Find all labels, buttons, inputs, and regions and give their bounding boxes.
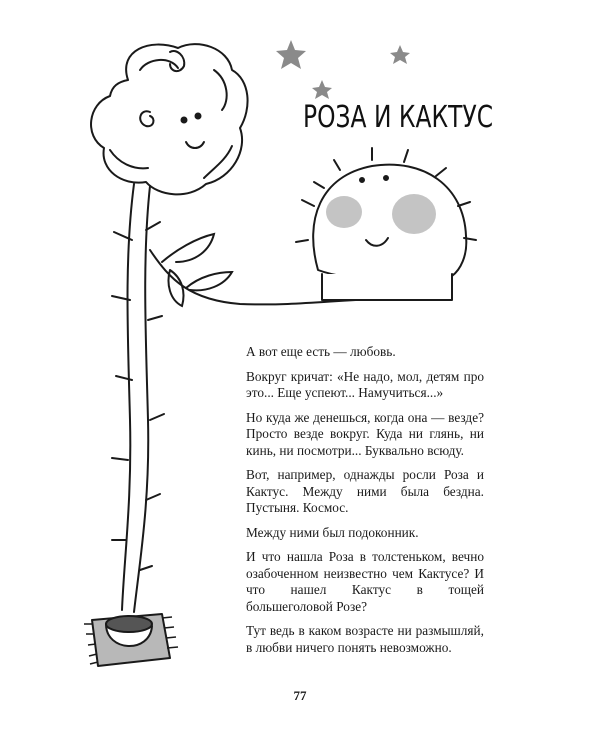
cactus bbox=[296, 148, 476, 300]
paragraph: И что нашла Роза в толстеньком, вечно озабоченном неизвестно чем Кактусе? И что нашел Кактус в тощей большеголовой Розе? bbox=[246, 549, 484, 614]
paragraph: Вокруг кричат: «Не надо, мол, детям про это... Еще успеют... Намучиться...» bbox=[246, 368, 484, 400]
rose-head bbox=[91, 44, 248, 194]
star-icon bbox=[276, 40, 306, 69]
paragraph: Но куда же денешься, когда она — везде? Просто везде вокруг. Куда ни глянь, ни кинь, ни посмотри... Буквально всюду. bbox=[246, 409, 484, 458]
page-number: 77 bbox=[293, 688, 307, 703]
paragraph: Вот, например, однажды росли Роза и Кактус. Между ними была бездна. Пустыня. Космос. bbox=[246, 467, 484, 515]
rose-pot bbox=[84, 614, 178, 666]
paragraph: А вот еще есть — любовь. bbox=[246, 344, 396, 359]
body-text bbox=[246, 344, 484, 664]
star-icon bbox=[390, 45, 410, 64]
paragraph: Тут ведь в каком возрасте ни размышляй, в любви ничего понять невозможно. bbox=[246, 623, 484, 655]
star-icon bbox=[312, 80, 332, 99]
paragraph: Между ними был подоконник. bbox=[246, 524, 419, 540]
page-title: РОЗА И КАКТУС bbox=[303, 100, 494, 135]
